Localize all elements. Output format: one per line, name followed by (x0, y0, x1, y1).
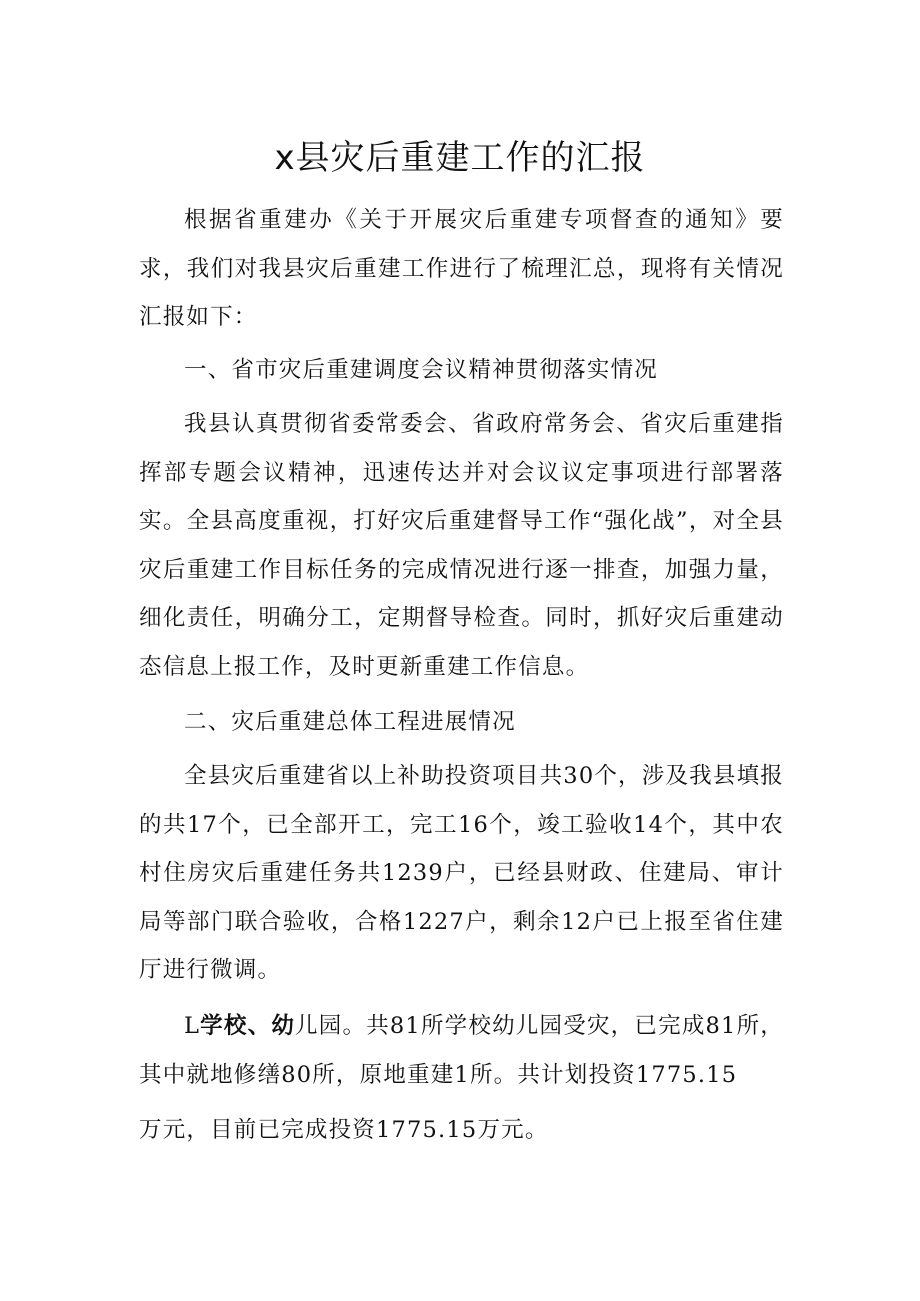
document-title: x县灾后重建工作的汇报 (274, 138, 646, 178)
section-two-heading: 二、灾后重建总体工程进展情况 (184, 709, 516, 735)
section-two-paragraph: 全县灾后重建省以上补助投资项目共30个，涉及我县填报的共17个，已全部开工，完工16个，竣工验收14个，其中农村住房灾后重建任务共1239户，已经县财政、住建局、审计局等部门联合验收，合格1227户，剩余12户已上报至省住建厅进行微调。 (139, 763, 784, 983)
item-marker: L (184, 1013, 201, 1039)
section-one-heading: 一、省市灾后重建调度会议精神贯彻落实情况 (184, 357, 659, 383)
item-schools-continuation: 万元，目前已完成投资1775.15万元。 (139, 1117, 549, 1143)
item-text: 儿园。共81所学校幼儿园受灾，已完成81所，其中就地修缮80所，原地重建1所。共计划投资1775.15 (139, 1013, 784, 1088)
intro-paragraph: 根据省重建办《关于开展灾后重建专项督查的通知》要求，我们对我县灾后重建工作进行了梳理汇总，现将有关情况汇报如下： (139, 207, 784, 330)
item-schools-paragraph (139, 1002, 784, 1099)
section-one-paragraph: 我县认真贯彻省委常委会、省政府常务会、省灾后重建指挥部专题会议精神，迅速传达并对会议议定事项进行部署落实。全县高度重视，打好灾后重建督导工作“强化战”，对全县灾后重建工作目标任务的完成情况进行逐一排查，加强力量，细化责任，明确分工，定期督导检查。同时，抓好灾后重建动态信息上报工作，及时更新重建工作信息。 (139, 411, 784, 680)
item-bold-label: 学校、幼 (200, 1013, 296, 1039)
